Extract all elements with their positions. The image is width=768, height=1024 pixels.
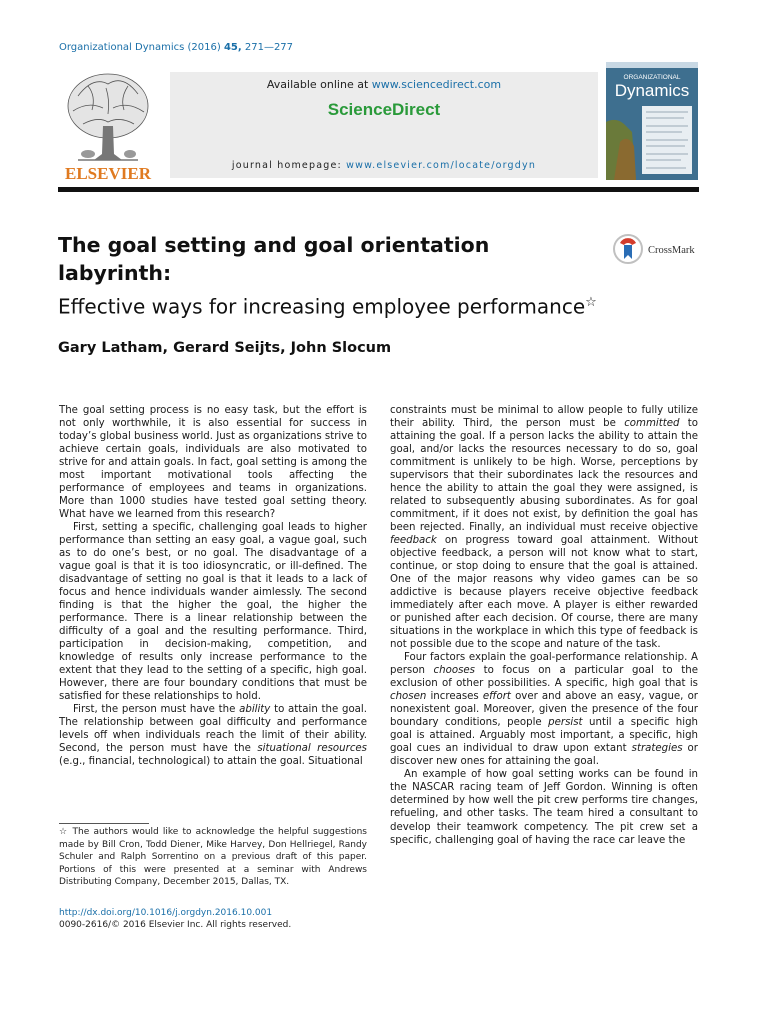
journal-cover [606,62,698,180]
header-rule [58,187,699,192]
homepage-prefix: journal homepage: [231,160,342,171]
footnote [59,826,367,889]
title-line1: The goal setting and goal orientation [58,233,490,257]
emphasis-text: feedback [390,535,437,547]
paragraph [390,651,698,768]
paragraph-text: increases [426,691,483,703]
emphasis-text: committed [624,418,680,430]
paragraph [59,521,367,703]
crossmark-icon [612,233,702,265]
subtitle-text: Effective ways for increasing employee performance [58,294,586,319]
footnote-rule [59,823,149,824]
paragraph-text: constraints must be minimal to allow people to fully utilize their ability. Third, the person must be [390,405,698,430]
doi-link[interactable]: http://dx.doi.org/10.1016/j.orgdyn.2016.10.001 [59,908,273,918]
paragraph-text: Four factors explain the goal-performance relationship. A person [390,652,698,677]
paragraph [59,703,367,768]
journal-cover-image [606,62,698,180]
journal-homepage-link[interactable]: www.elsevier.com/locate/orgdyn [346,160,537,171]
paragraph [390,404,698,651]
body-column-right [390,404,698,847]
available-online [170,78,598,91]
title-line2: labyrinth: [58,261,172,285]
elsevier-wordmark: ELSEVIER [65,164,151,183]
paragraph-text: on progress toward goal attainment. Without objective feedback, a person will not know what to start, continue, or stop doing to ensure that the goal is attained. One of the major reasons why video games can be so addictive is because players receive objective feedback immediately after each move. A player is either rewarded or punished after each decision. Of course, there are many situations in the workplace in which this type of feedback is not possible due to the scope and nature of the task. [390,535,698,651]
paragraph-text: to attain the goal. The relationship between goal difficulty and performance levels off when individuals reach the limit of their ability. Second, the person must have the [59,704,367,755]
emphasis-text: strategies [631,743,683,755]
journal-homepage [170,160,598,171]
emphasis-text: effort [482,691,511,703]
copyright-icon: © [111,920,121,930]
crossmark-label: CrossMark [648,245,695,256]
paragraph-text: until a specific high goal is attained. Arguably most important, a specific, high goal cues an individual to draw upon extant [390,717,698,755]
paragraph-text: The goal setting process is no easy task, but the effort is not only worthwhile, it is also essential for success in today’s global business world. Just as organizations strive to achieve certain goals, individuals are also motivated to strive for and attain goals. In fact, goal setting is among the most important motivational tools affecting the performance of employees and teams in organizations. More than 1000 studies have tested goal setting theory. What have we learned from this research? [59,405,367,521]
elsevier-tree-icon [58,66,158,184]
paragraph-text: to attaining the goal. If a person lacks the ability to attain the goal, and/or lacks the resources necessary to do so, goal commitment is unlikely to be high. Worse, perceptions by supervisors that their subordinates lack the resources and hence the ability to attain the goal they were assigned, is related to subsequently abusing subordinates. As for goal commitment, if it does not exist, by definition the goal has been rejected. Finally, an individual must receive objective [390,418,698,534]
article-title [58,231,578,287]
emphasis-text: chosen [390,691,427,703]
journal-citation [59,42,293,53]
paragraph-text: First, setting a specific, challenging goal leads to higher performance than setting an easy goal, a vague goal, such as to do one’s best, or no goal. The disadvantage of a vague goal is that it is too idiosyncratic, or ill-defined. The disadvantage of setting no goal is that it leads to a lack of focus and hence individuals wander aimlessly. The second finding is that the higher the goal, the higher the performance. There is a linear relationship between the difficulty of a goal and the resulting performance. Third, participation in decision-making, competition, and knowledge of results only increase performance to the extent that they lead to the setting of a specific, high goal. However, there are four boundary conditions that must be satisfied for these relationships to hold. [59,522,367,703]
paragraph [59,404,367,521]
issn-copyright [59,920,291,930]
issn: 0090-2616/ [59,920,112,930]
paragraph [390,768,698,846]
sciencedirect-wordmark: ScienceDirect [327,100,441,119]
body-column-left [59,404,367,768]
crossmark-badge[interactable] [612,233,702,265]
emphasis-text: situational resources [257,743,367,755]
footnote-mark: ☆ [59,827,69,837]
paragraph-text: An example of how goal setting works can be found in the NASCAR racing team of Jeff Gordon. Winning is often determined by how well the pit crew performs tire changes, refueling, and other tasks. The team hired a consultant to develop their teamwork competency. The pit crew set a specific, challenging goal of having the race car leave the [390,769,698,846]
emphasis-text: persist [548,717,583,729]
article-authors: Gary Latham, Gerard Seijts, John Slocum [58,340,392,356]
cover-title-line1: ORGANIZATIONAL [623,74,681,81]
emphasis-text: ability [239,704,271,716]
paragraph-text: over and above an easy, vague, or nonexistent goal. Moreover, given the presence of the four boundary conditions, people [390,691,698,729]
citation-volume: 45, [223,42,242,53]
cover-title-line2: Dynamics [614,81,690,100]
article-subtitle [58,289,698,321]
paragraph-text: to focus on a particular goal to the exclusion of other possibilities. A specific, high goal that is [390,665,698,690]
available-prefix: Available online at [266,78,369,91]
rights-text: 2016 Elsevier Inc. All rights reserved. [120,920,292,930]
sciencedirect-link[interactable]: www.sciencedirect.com [371,78,502,91]
paragraph-text: (e.g., financial, technological) to attain the goal. Situational [59,756,363,768]
journal-header-box [170,72,598,178]
emphasis-text: chooses [433,665,475,677]
citation-journal: Organizational Dynamics (2016) [59,42,221,53]
title-footnote-mark[interactable]: ☆ [585,295,597,310]
footnote-text: The authors would like to acknowledge the helpful suggestions made by Bill Cron, Todd Diener, Mike Harvey, Don Hellriegel, Randy Schuler and Ralph Sorrentino on a previous draft of this paper. Portions of this were presented at a seminar with Andrews Distributing Company, December 2015, Dallas, TX. [59,827,367,888]
paragraph-text: or discover new ones for attaining the goal. [390,743,698,768]
paragraph-text: First, the person must have the [73,704,240,716]
elsevier-logo [58,66,158,184]
citation-pages: 271—277 [244,42,294,53]
